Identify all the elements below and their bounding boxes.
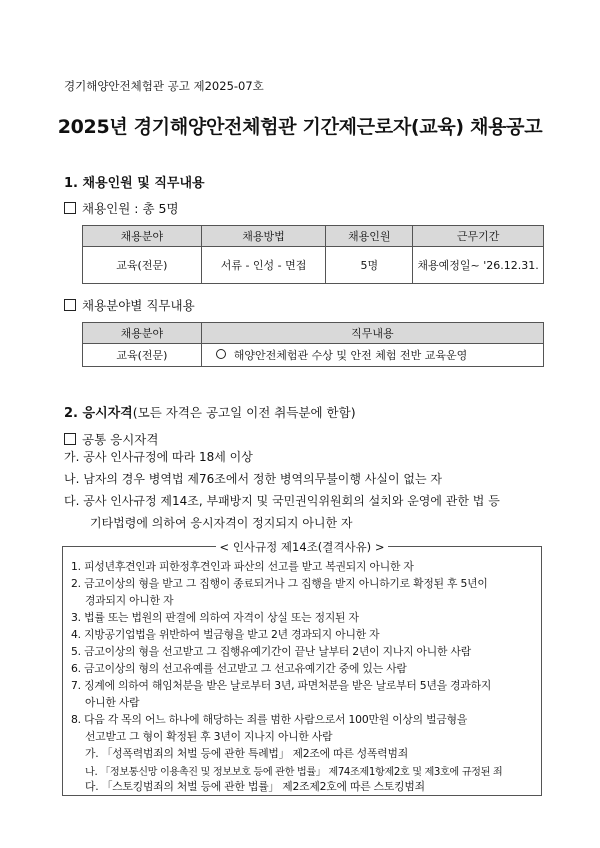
box-line: 가. 「성폭력범죄의 처벌 등에 관한 특례법」 제2조에 따른 성폭력범죄 bbox=[85, 747, 408, 760]
table-cell: 교육(전문) bbox=[83, 344, 202, 367]
headcount-row bbox=[64, 199, 179, 217]
duty-row bbox=[64, 296, 195, 314]
table-header: 직무내용 bbox=[201, 323, 543, 344]
table-cell: 교육(전문) bbox=[83, 247, 202, 284]
section2-note: (모든 자격은 공고일 이전 취득분에 한함) bbox=[132, 405, 356, 420]
common-label: 공통 응시자격 bbox=[82, 432, 159, 447]
qualification-item: 나. 남자의 경우 병역법 제76조에서 정한 병역의무불이행 사실이 없는 자 bbox=[64, 472, 442, 486]
duty-text: 해양안전체험관 수상 및 안전 체험 전반 교육운영 bbox=[233, 349, 468, 362]
qualification-item: 다. 공사 인사규정 제14조, 부패방지 및 국민권익위원회의 설치와 운영에 관한 법 등 bbox=[64, 494, 500, 508]
box-line: 경과되지 아니한 자 bbox=[85, 594, 174, 607]
table-row bbox=[83, 344, 544, 367]
table-header: 채용분야 bbox=[83, 226, 202, 247]
qualification-item: 가. 공사 인사규정에 따라 18세 이상 bbox=[64, 450, 253, 464]
box-title-text: < 인사규정 제14조(결격사유) > bbox=[216, 540, 389, 554]
headcount-label: 채용인원 : 총 5명 bbox=[82, 201, 179, 216]
section2-heading bbox=[64, 402, 356, 421]
box-line: 다. 「스토킹범죄의 처벌 등에 관한 법률」 제2조제2호에 따른 스토킹범죄 bbox=[85, 780, 425, 793]
recruitment-table bbox=[82, 225, 544, 284]
checkbox-square-icon bbox=[64, 202, 76, 214]
qualification-item: 기타법령에 의하여 응시자격이 정지되지 아니한 자 bbox=[90, 516, 353, 530]
table-cell bbox=[201, 344, 543, 367]
common-qualification-row bbox=[64, 430, 158, 448]
checkbox-square-icon bbox=[64, 299, 76, 311]
box-line: 8. 다음 각 목의 어느 하나에 해당하는 죄를 범한 사람으로서 100만원 이상의 벌금형을 bbox=[71, 713, 468, 726]
box-line: 4. 지방공기업법을 위반하여 벌금형을 받고 2년 경과되지 아니한 자 bbox=[71, 628, 380, 641]
box-line: 나. 「정보통신망 이용촉진 및 정보보호 등에 관한 법률」 제74조제1항제2호 및 제3호에 규정된 죄 bbox=[85, 767, 503, 778]
notice-number: 경기해양안전체험관 공고 제2025-07호 bbox=[64, 79, 264, 93]
box-line: 1. 피성년후견인과 피한정후견인과 파산의 선고를 받고 복권되지 아니한 자 bbox=[71, 560, 414, 573]
section1-heading: 1. 채용인원 및 직무내용 bbox=[64, 176, 205, 191]
table-cell: 5명 bbox=[326, 247, 413, 284]
disqualification-box bbox=[62, 540, 542, 796]
box-line: 6. 금고이상의 형의 선고유예를 선고받고 그 선고유예기간 중에 있는 사람 bbox=[71, 662, 407, 675]
box-line: 2. 금고이상의 형을 받고 그 집행이 종료되거나 그 집행을 받지 아니하기로 확정된 후 5년이 bbox=[71, 577, 488, 590]
table-row bbox=[83, 247, 544, 284]
section2-title: 2. 응시자격 bbox=[64, 406, 133, 421]
checkbox-square-icon bbox=[64, 433, 76, 445]
circle-bullet-icon bbox=[216, 349, 226, 359]
table-header: 채용인원 bbox=[326, 226, 413, 247]
table-header: 근무기간 bbox=[413, 226, 544, 247]
box-line: 3. 법률 또는 법원의 판결에 의하여 자격이 상실 또는 정지된 자 bbox=[71, 611, 359, 624]
box-line: 아니한 사람 bbox=[85, 696, 140, 709]
table-cell: 채용예정일~ '26.12.31. bbox=[413, 247, 544, 284]
duty-label: 채용분야별 직무내용 bbox=[82, 298, 195, 313]
box-line: 선고받고 그 형이 확정된 후 3년이 지나지 아니한 사람 bbox=[85, 730, 333, 743]
box-line: 5. 금고이상의 형을 선고받고 그 집행유예기간이 끝난 날부터 2년이 지나지 아니한 사람 bbox=[71, 645, 471, 658]
table-header: 채용분야 bbox=[83, 323, 202, 344]
table-cell: 서류 - 인성 - 면접 bbox=[201, 247, 326, 284]
box-title bbox=[63, 539, 541, 555]
duty-table bbox=[82, 322, 544, 367]
box-line: 7. 징계에 의하여 해임처분을 받은 날로부터 3년, 파면처분을 받은 날로부터 5년을 경과하지 bbox=[71, 679, 492, 692]
page-title: 2025년 경기해양안전체험관 기간제근로자(교육) 채용공고 bbox=[57, 116, 543, 138]
table-header: 채용방법 bbox=[201, 226, 326, 247]
